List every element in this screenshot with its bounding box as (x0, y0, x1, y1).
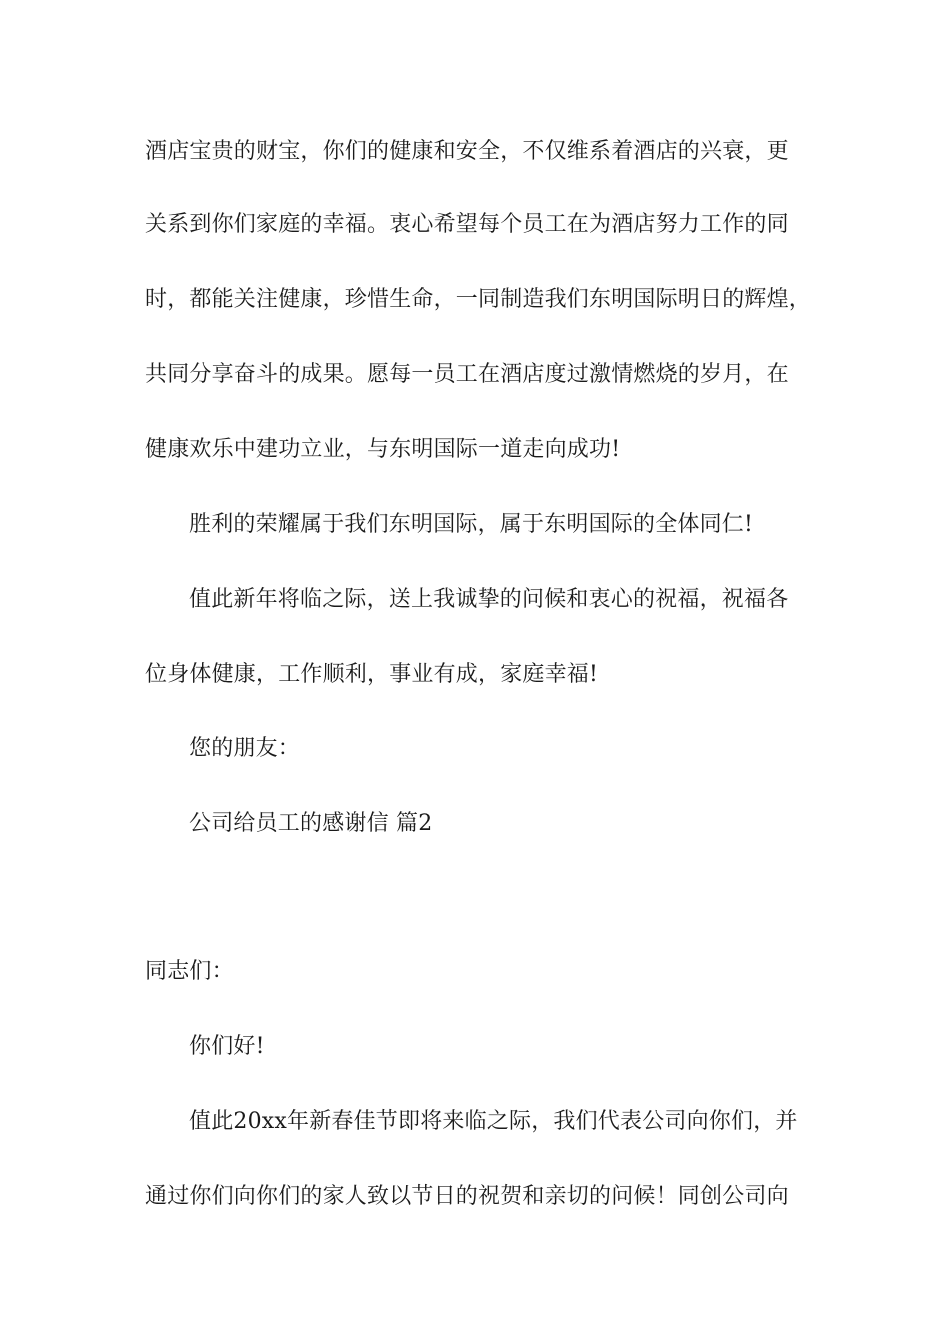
salutation: 同志们： (145, 959, 234, 984)
greeting: 你们好! (189, 1034, 265, 1059)
paragraph-line: 值此20xx年新春佳节即将来临之际，我们代表公司向你们，并 (189, 1109, 798, 1134)
paragraph-line: 时，都能关注健康，珍惜生命，一同制造我们东明国际明日的辉煌， (145, 287, 812, 312)
paragraph-line: 健康欢乐中建功立业，与东明国际一道走向成功! (145, 437, 621, 462)
paragraph-line: 共同分享奋斗的成果。愿每一员工在酒店度过激情燃烧的岁月，在 (145, 362, 789, 387)
paragraph-line: 值此新年将临之际，送上我诚挚的问候和衷心的祝福，祝福各 (189, 587, 789, 612)
paragraph-line: 位身体健康，工作顺利，事业有成，家庭幸福! (145, 662, 599, 687)
section-heading: 公司给员工的感谢信 篇2 (189, 811, 433, 836)
paragraph-line: 胜利的荣耀属于我们东明国际，属于东明国际的全体同仁! (189, 512, 754, 537)
paragraph-line: 通过你们向你们的家人致以节日的祝贺和亲切的问候！同创公司向 (145, 1184, 789, 1209)
signature-line: 您的朋友： (189, 736, 301, 761)
paragraph-line: 酒店宝贵的财宝，你们的健康和安全，不仅维系着酒店的兴衰，更 (145, 139, 789, 164)
paragraph-line: 关系到你们家庭的幸福。衷心希望每个员工在为酒店努力工作的同 (145, 212, 789, 237)
